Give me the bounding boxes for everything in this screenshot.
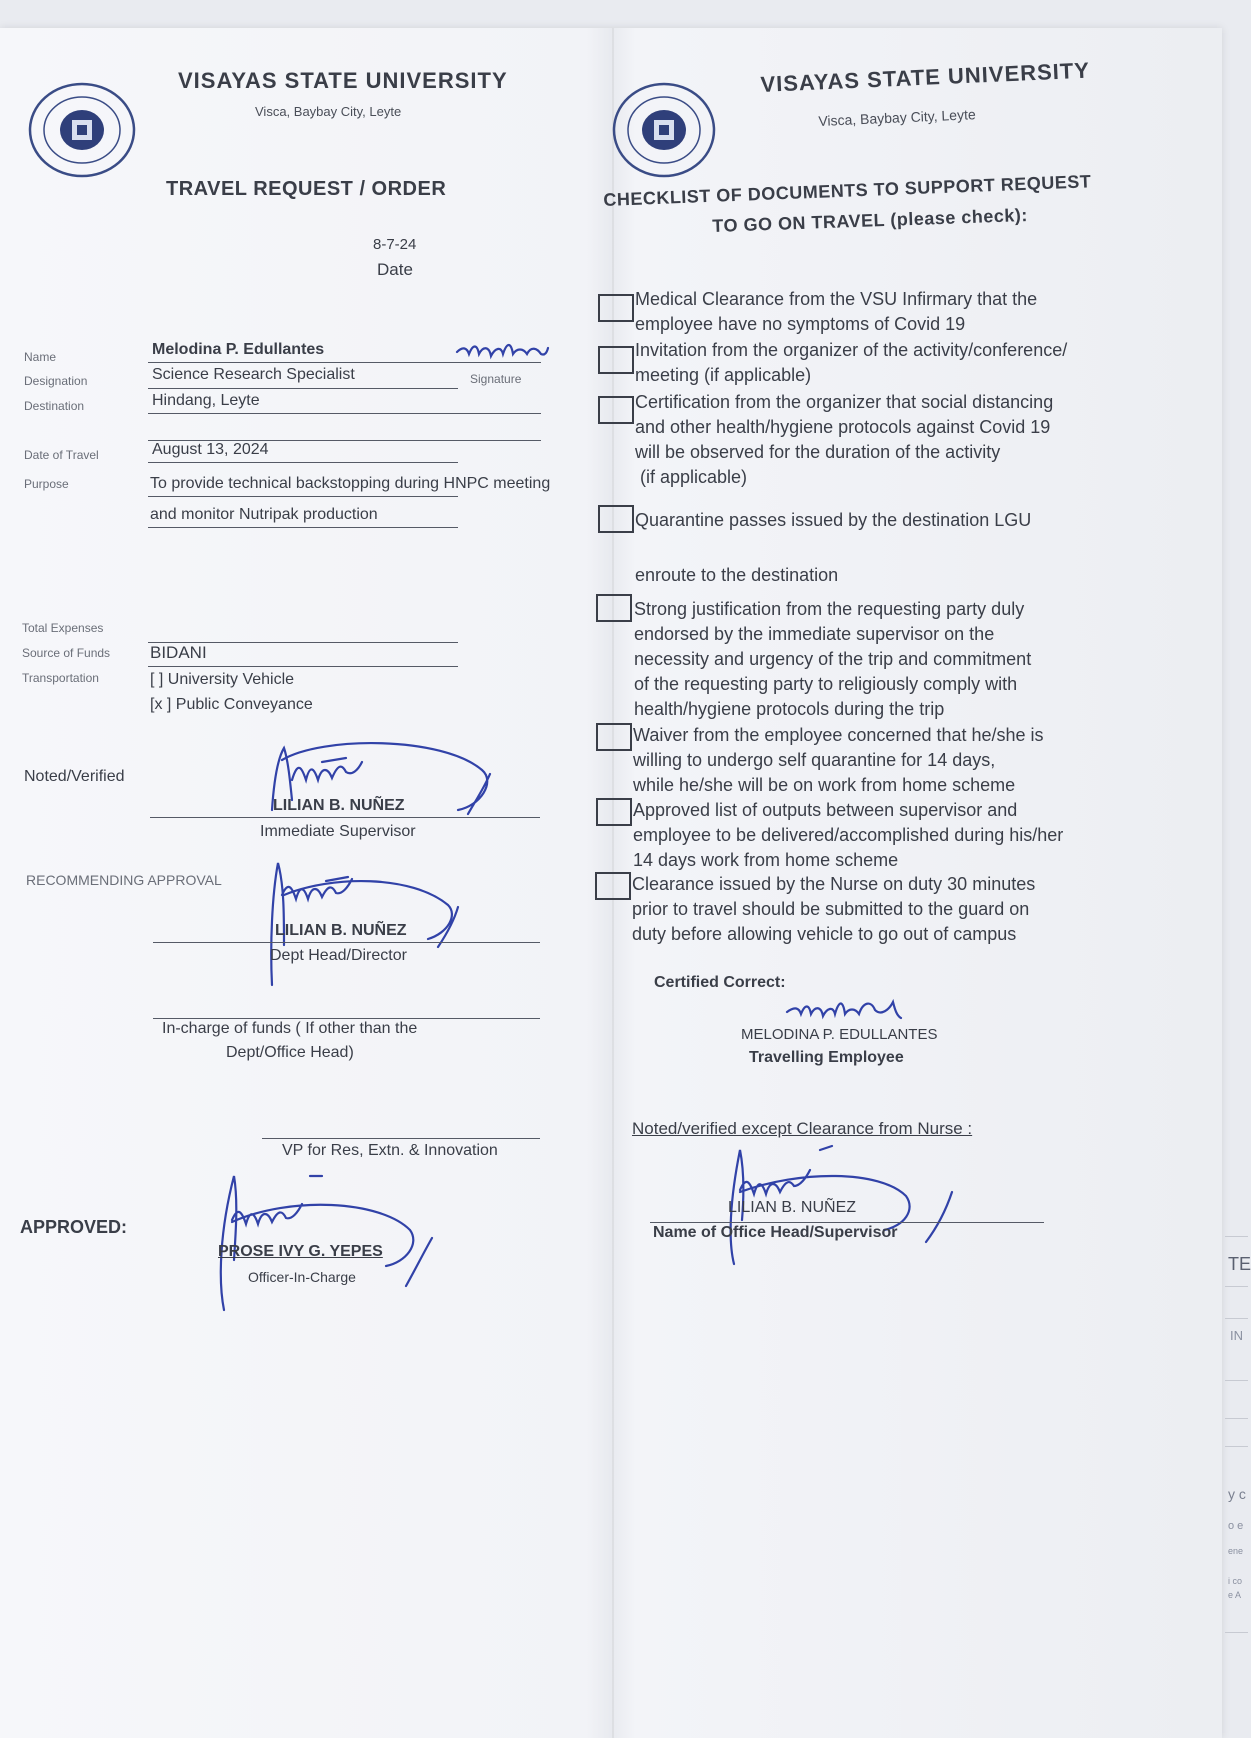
edge-fragment-3: y c xyxy=(1228,1486,1246,1502)
university-name-right: VISAYAS STATE UNIVERSITY xyxy=(760,57,1091,97)
supervisor-name: LILIAN B. NUÑEZ xyxy=(728,1199,857,1216)
checkbox-quarantine-passes[interactable] xyxy=(598,505,634,533)
approved-role: Officer-In-Charge xyxy=(248,1269,356,1285)
name-line xyxy=(148,362,541,363)
funds-role-line-1: In-charge of funds ( If other than the xyxy=(162,1020,418,1037)
designation-value: Science Research Specialist xyxy=(152,366,355,383)
certified-role: Travelling Employee xyxy=(749,1049,904,1066)
transportation-label: Transportation xyxy=(22,671,99,685)
edge-rule-7 xyxy=(1225,1632,1248,1633)
edge-rule-2 xyxy=(1225,1286,1248,1287)
university-name: VISAYAS STATE UNIVERSITY xyxy=(178,68,508,93)
checkbox-approved-outputs[interactable] xyxy=(596,798,632,826)
noted-line xyxy=(150,817,540,818)
edge-fragment-4: o e xyxy=(1228,1520,1244,1532)
edge-fragment-1: TE xyxy=(1228,1254,1251,1274)
signature-label: Signature xyxy=(470,372,522,386)
recommending-approval-label: RECOMMENDING APPROVAL xyxy=(26,872,222,888)
certified-signature xyxy=(785,996,910,1026)
noted-name: LILIAN B. NUÑEZ xyxy=(273,797,405,814)
source-of-funds-value: BIDANI xyxy=(150,643,207,662)
transport-public-conveyance: [x ] Public Conveyance xyxy=(150,696,313,713)
designation-label: Designation xyxy=(24,374,88,388)
item-invitation: Invitation from the organizer of the activity/conference/ meeting (if applicable) xyxy=(635,340,1068,385)
approved-label: APPROVED: xyxy=(20,1217,128,1237)
item-strong-justification: Strong justification from the requesting party duly endorsed by the immediate supervisor on the necessity and urgency of the trip and commitment of the requesting party to religiously comply with health/hygiene protocols during the trip xyxy=(634,599,1032,719)
edge-rule-6 xyxy=(1225,1446,1248,1447)
total-expenses-label: Total Expenses xyxy=(22,621,104,635)
transport-university-vehicle: [ ] University Vehicle xyxy=(150,671,295,688)
supervisor-line xyxy=(650,1222,1044,1223)
form-title: TRAVEL REQUEST / ORDER xyxy=(166,178,447,200)
edge-fragment-6: i co xyxy=(1228,1576,1243,1586)
destination-label: Destination xyxy=(24,399,85,413)
noted-role: Immediate Supervisor xyxy=(260,823,416,840)
destination-line xyxy=(148,413,541,414)
vp-line xyxy=(262,1138,540,1139)
name-value: Melodina P. Edullantes xyxy=(152,341,325,358)
certified-correct-label: Certified Correct: xyxy=(654,974,786,991)
recommending-role: Dept Head/Director xyxy=(270,947,407,964)
source-of-funds-line xyxy=(148,666,458,667)
university-address: Visca, Baybay City, Leyte xyxy=(255,104,402,119)
certified-name: MELODINA P. EDULLANTES xyxy=(741,1026,938,1043)
approved-name: PROSE IVY G. YEPES xyxy=(218,1243,383,1260)
checklist-title-1: CHECKLIST OF DOCUMENTS TO SUPPORT REQUEST xyxy=(603,171,1092,210)
recommending-name: LILIAN B. NUÑEZ xyxy=(275,922,407,939)
checkbox-medical-clearance[interactable] xyxy=(598,294,634,322)
checkbox-certification[interactable] xyxy=(598,396,634,424)
purpose-line-1: To provide technical backstopping during HNPC meeting xyxy=(150,475,551,492)
funds-role-line-2: Dept/Office Head) xyxy=(226,1044,354,1061)
name-label: Name xyxy=(24,350,57,364)
edge-rule-4 xyxy=(1225,1380,1248,1381)
edge-rule-3 xyxy=(1225,1318,1248,1319)
destination-value: Hindang, Leyte xyxy=(152,392,260,409)
date-of-travel-line xyxy=(148,462,458,463)
checkbox-strong-justification[interactable] xyxy=(596,594,632,622)
checklist-title-2: TO GO ON TRAVEL (please check): xyxy=(712,204,1029,236)
university-address-right: Visca, Baybay City, Leyte xyxy=(818,106,977,129)
university-seal-right xyxy=(608,80,720,180)
vp-role: VP for Res, Extn. & Innovation xyxy=(282,1142,498,1159)
edge-rule-1 xyxy=(1225,1236,1248,1237)
item-nurse-clearance: Clearance issued by the Nurse on duty 30 minutes prior to travel should be submitted to the guard on duty before allowing vehicle to go out of campus xyxy=(632,874,1036,944)
item-quarantine-passes: Quarantine passes issued by the destination LGU enroute to the destination xyxy=(635,510,1032,585)
item-medical-clearance: Medical Clearance from the VSU Infirmary that the employee have no symptoms of Covid 19 xyxy=(635,289,1038,334)
designation-line xyxy=(148,388,458,389)
noted-verified-label: Noted/Verified xyxy=(24,768,125,785)
supervisor-role: Name of Office Head/Supervisor xyxy=(653,1224,898,1241)
item-approved-outputs: Approved list of outputs between supervisor and employee to be delivered/accomplished during his/her 14 days work from home scheme xyxy=(633,800,1064,870)
date-value: 8-7-24 xyxy=(373,236,417,253)
noted-except-label: Noted/verified except Clearance from Nurse : xyxy=(632,1119,973,1138)
edge-fragment-2: IN xyxy=(1230,1328,1243,1343)
edge-rule-5 xyxy=(1225,1418,1248,1419)
source-of-funds-label: Source of Funds xyxy=(22,646,111,660)
item-waiver: Waiver from the employee concerned that he/she is willing to undergo self quarantine for 14 days, while he/she will be on work from home scheme xyxy=(633,725,1044,795)
date-label: Date xyxy=(377,260,413,279)
checkbox-nurse-clearance[interactable] xyxy=(595,872,631,900)
date-of-travel-value: August 13, 2024 xyxy=(152,441,269,458)
item-certification: Certification from the organizer that social distancing and other health/hygiene protocols against Covid 19 will be observed for the duration of the activity (if applicable) xyxy=(635,392,1054,487)
recommending-line xyxy=(153,942,540,943)
university-seal-left xyxy=(26,80,138,180)
edge-fragment-5: ene xyxy=(1228,1546,1244,1556)
edge-fragment-7: e A xyxy=(1228,1590,1242,1600)
date-of-travel-label: Date of Travel xyxy=(24,448,99,462)
purpose-label: Purpose xyxy=(24,477,69,491)
purpose-underline-1 xyxy=(148,496,458,497)
checkbox-waiver[interactable] xyxy=(596,723,632,751)
funds-line xyxy=(153,1018,540,1019)
checkbox-invitation[interactable] xyxy=(598,346,634,374)
purpose-underline-2 xyxy=(148,527,458,528)
purpose-line-2: and monitor Nutripak production xyxy=(150,506,378,523)
